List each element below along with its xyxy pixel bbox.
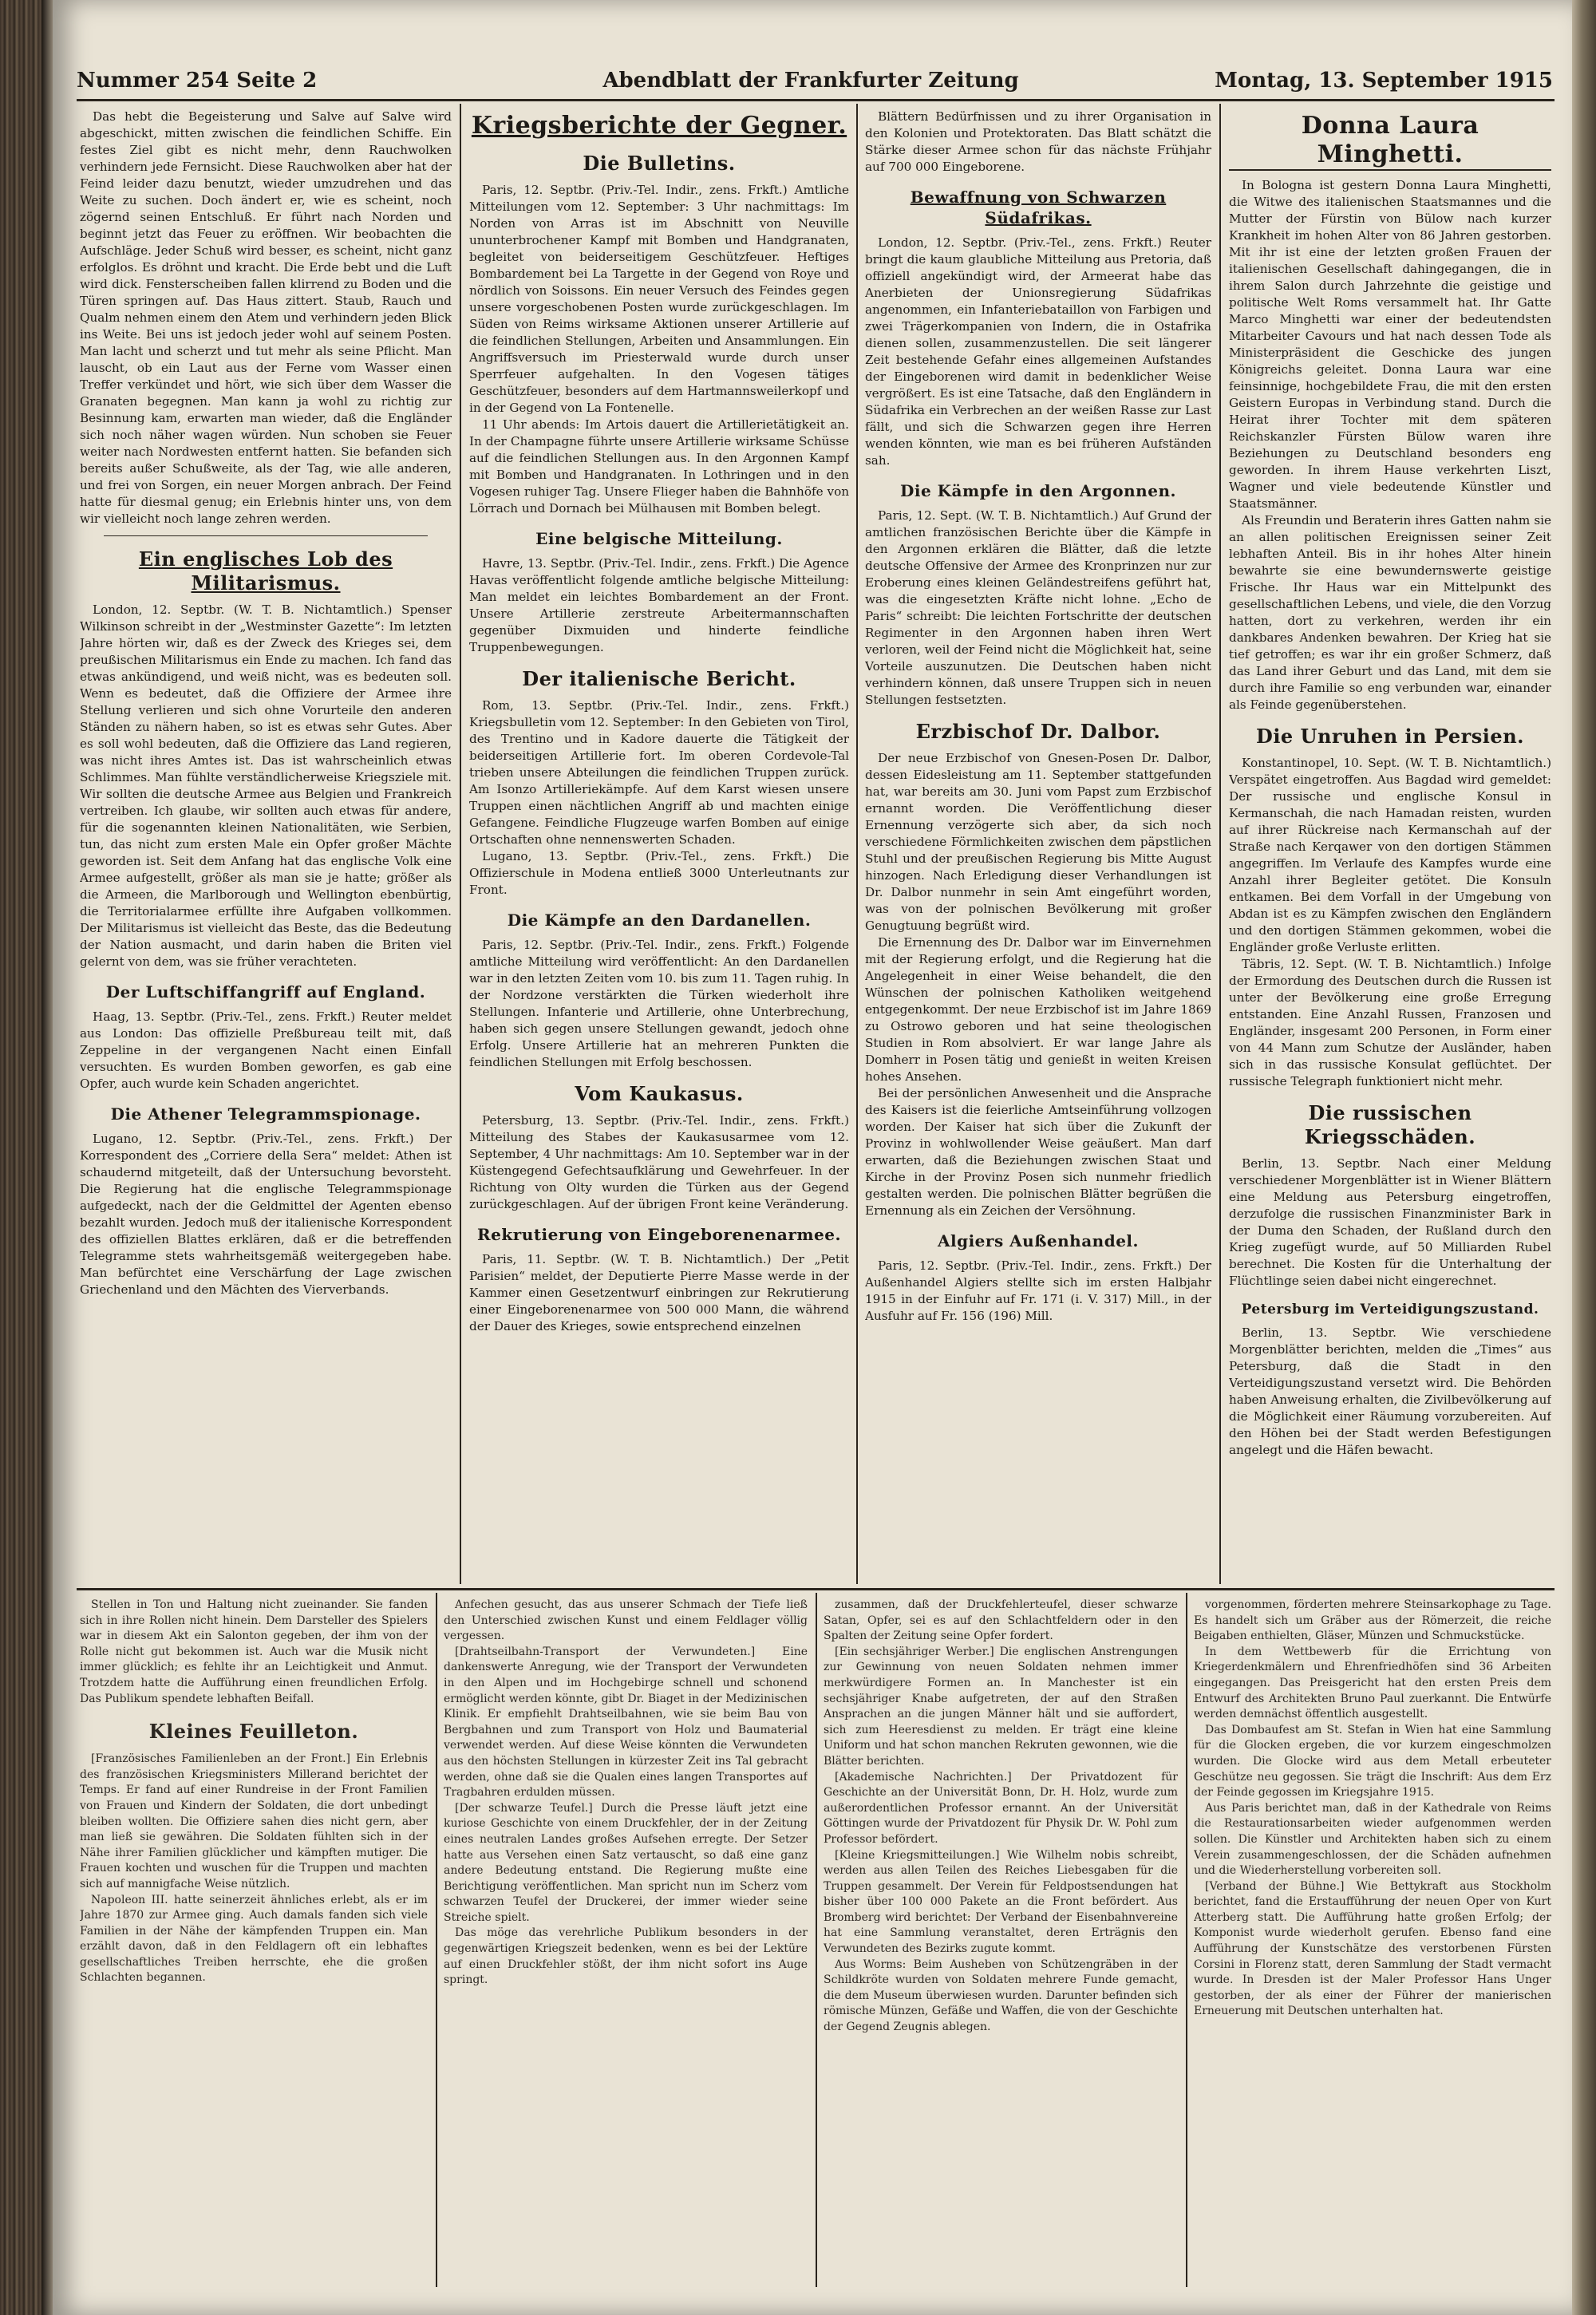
binding-shadow — [41, 0, 53, 2315]
section-subheadline: Die Bulletins. — [583, 152, 736, 175]
article-headline: Die Kämpfe an den Dardanellen. — [507, 911, 812, 930]
article-body: Paris, 12. Septbr. (Priv.-Tel. Indir., zens. Frkft.) Folgende amtliche Mitteilung wird veröffentlicht: An den Dardanellen war in den letzten Zeiten vom 10. bis zum 11. Tagen ruhig. In der Nordzone verstärkten die Türken wiederholt ihre Stellungen. Infanterie und Artillerie, ohne Unterbrechung, haben sich gegen unsere Stellungen gewandt, jedoch ohne Erfolg. Unsere Artillerie hat an mehreren Punkten die feindlichen Stellungen mit Erfolg beschossen. — [469, 938, 849, 1069]
feuilleton-item: Das möge das verehrliche Publikum besonders in der gegenwärtigen Kriegszeit bedenken, wenn es bei der Lektüre auf einen Druckfehler stößt, der ihm nicht sofort ins Auge springt. — [444, 1926, 808, 1987]
column-divider — [460, 104, 461, 1584]
article-body: Täbris, 12. Sept. (W. T. B. Nichtamtlich.) Infolge der Ermordung des Deutschen durch die Russen ist unter der Bevölkerung eine große Erregung entstanden. Eine Anzahl Russen, Franzosen und Engländer, insgesamt 200 Personen, in Form einer von 44 Mann zum Schutze der Ausländer, haben sich in das russische Konsulat geflüchtet. Der russische Telegraph funktioniert nicht mehr. — [1229, 957, 1551, 1088]
article-continuation: Blättern Bedürfnissen und zu ihrer Organisation in den Kolonien und Protektoraten. Das Blatt schätzt die Stärke dieser Armee schon für das nächste Frühjahr auf 700 000 Eingeborene. — [865, 109, 1211, 174]
feuilleton-item: [Ein sechsjähriger Werber.] Die englischen Anstrengungen zur Gewinnung von neuen Soldaten nehmen immer merkwürdigere Formen an. In Manchester ist ein sechsjähriger Knabe aufgetreten, der auf den Straßen Ansprachen an die jungen Männer hält und sie auffordert, sich zum Heeresdienst zu melden. Er trägt eine kleine Uniform und hat schon manchen Rekruten gewonnen, wie die Blätter berichten. — [824, 1645, 1178, 1768]
article-headline: Algiers Außenhandel. — [937, 1231, 1139, 1250]
feuilleton-item: [Französisches Familienleben an der Front.] Ein Erlebnis des französischen Kriegsministers Millerand berichtet der Temps. Er fand auf einer Rundreise in der Front Familien von Frauen und Kindern der Soldaten, die dort unbedingt bleiben wollten. Die Offiziere sahen dies nicht gern, aber man ließ sie gewähren. Die Soldaten fühlten sich in der Nähe ihrer Familien glücklicher und kämpften mutiger. Die Frauen kochten und wuschen für die Truppen und machten sich auf mannigfache Weise nützlich. — [80, 1752, 428, 1890]
article-headline: Die Unruhen in Persien. — [1256, 725, 1524, 748]
article-body: Paris, 12. Septbr. (Priv.-Tel. Indir., zens. Frkft.) Der Außenhandel Algiers stellte sich im ersten Halbjahr 1915 in der Einfuhr auf Fr. 171 (i. V. 317) Mill., in der Ausfuhr auf Fr. 156 (196) Mill. — [865, 1258, 1211, 1323]
article-headline: Die russischen Kriegsschäden. — [1304, 1101, 1476, 1148]
column-divider — [1186, 1593, 1187, 2287]
column-divider — [856, 104, 858, 1584]
feuilleton-column-1 — [80, 1598, 428, 2284]
article-body: Lugano, 13. Septbr. (Priv.-Tel., zens. Frkft.) Die Offizierschule in Modena entließ 3000 Unterleutnants zur Front. — [469, 849, 849, 897]
article-headline: Die Athener Telegrammspionage. — [110, 1104, 421, 1124]
feuilleton-item: Aus Worms: Beim Ausheben von Schützengräben in der Schildkröte wurden von Soldaten mehrere Funde gemacht, die dem Museum überwiesen wurden. Darunter befinden sich römische Münzen, Gefäße und Waffen, die von der Geschichte der Gegend Zeugnis ablegen. — [824, 1957, 1178, 2034]
feuilleton-item: Napoleon III. hatte seinerzeit ähnliches erlebt, als er im Jahre 1870 zur Armee ging. Auch damals fanden sich viele Familien in der Nähe der kämpfenden Truppen ein. Man erzählt davon, daß in den Feldlagern oft ein lebhaftes gesellschaftliches Treiben herrschte, ehe die großen Schlachten begannen. — [80, 1893, 428, 1985]
article-body: Lugano, 12. Septbr. (Priv.-Tel., zens. Frkft.) Der Korrespondent des „Corriere della Sera“ meldet: Athen ist schaudernd mitgeteilt, daß der Untersuchung bevorsteht. Die Regierung hat die englische Telegrammspionage aufgedeckt, nach der die Geldmittel der Agenten ebenso bezahlt wurden. Jedoch muß der italienische Korrespondent des offiziellen Blattes erklären, daß er die betreffenden Telegramme stets wahrheitsgemäß weitergegeben habe. Man befürchtet eine Verschärfung der Lage zwischen Griechenland und den Mächten des Vierverbands. — [80, 1132, 452, 1297]
article-headline: Die Kämpfe in den Argonnen. — [900, 481, 1176, 500]
article-headline: Ein englisches Lob des Militarismus. — [138, 547, 393, 595]
feuilleton-item: [Verband der Bühne.] Wie Bettykraft aus Stockholm berichtet, fand die Erstaufführung der neuen Oper von Kurt Atterberg statt. Die Aufführung hatte großen Erfolg; der Komponist wurde wiederholt gerufen. Ebenso fand eine Aufführung der Kunstschätze des verstorbenen Fürsten Corsini in Florenz statt, deren Sammlung der Stadt vermacht wurde. In Dresden ist der Maler Professor Hans Unger gestorben, der als einer der Führer der manierischen Erneuerung mit Deutschen unterhalten hat. — [1194, 1879, 1551, 2018]
article-body: Bei der persönlichen Anwesenheit und die Ansprache des Kaisers ist die feierliche Amtseinführung vollzogen worden. Der Kaiser hat sich über die Zukunft der Provinz in wohlwollender Weise geäußert. Man darf erwarten, daß die Beziehungen zwischen Staat und Kirche in der Provinz Posen sich nunmehr friedlich gestalten werden. Die polnischen Blätter begrüßen die Ernennung als ein Zeichen der Versöhnung. — [865, 1086, 1211, 1218]
article-body: London, 12. Septbr. (W. T. B. Nichtamtlich.) Spenser Wilkinson schreibt in der „Westminster Gazette“: Im letzten Jahre hörten wir, daß es der Zweck des Krieges sei, dem preußischen Militarismus ein Ende zu machen. Ich fand das etwas ankündigend, und weiß nicht, was es bedeuten soll. Wenn es bedeutet, daß die Offiziere der Armee ihre Stellung verlieren und sich ohne Vorurteile den anderen Ständen zu nähern haben, so ist es etwas sehr Gutes. Aber es soll wohl bedeuten, daß die Offiziere das Land regieren, was nicht ihres Amtes ist. Das ist wahrscheinlich etwas Schlimmes. Man fühlte verständlicherweise Kriegsziele mit. Wir sollten die deutsche Armee aus Belgien und Frankreich vertreiben. Ich glaube, wir sollten auch etwas für andere, für die sogenannten kleinen Nationalitäten, wie Serbien, tun, das nicht zum ersten Male ein Opfer großer Mächte geworden ist. Seit dem Anfang hat das englische Volk eine Armee aufgestellt, größer als man sie je hatte; größer als die Armeen, die Marlborough und Wellington ebenbürtig, die Territorialarmee erfüllte ihre Aufgaben vollkommen. Der Militarismus ist vielleicht das Beste, das die Bedeutung der Nation ausmacht, und darin haben die Briten viel gelernt von dem, was sie früher verachteten. — [80, 602, 452, 969]
page-header — [77, 69, 1553, 96]
article-body: In Bologna ist gestern Donna Laura Minghetti, die Witwe des italienischen Staatsmannes und die Mutter der Fürstin von Bülow nach kurzer Krankheit im hohen Alter von 86 Jahren gestorben. Mit ihr ist eine der letzten großen Frauen der italienischen Gesellschaft dahingegangen, die in ihrem Salon durch Jahrzehnte die geistige und politische Welt Roms versammelt hat. Ihr Gatte Marco Minghetti war einer der bedeutendsten Mitarbeiter Cavours und hat nach dessen Tode als Ministerpräsident die Geschicke des jungen Königreichs geleitet. Donna Laura war eine feinsinnige, hochgebildete Frau, die mit den ersten Geistern Europas in Verbindung stand. Durch die Heirat ihrer Tochter mit dem späteren Reichskanzler Fürsten Bülow waren ihre Beziehungen zu Deutschland besonders eng geworden. In ihrem Hause verkehrten Liszt, Wagner und viele bedeutende Künstler und Staatsmänner. — [1229, 178, 1551, 511]
feuilleton-column-3 — [824, 1598, 1178, 2284]
section-headline: Kriegsberichte der Gegner. — [471, 112, 847, 140]
article-body: Havre, 13. Septbr. (Priv.-Tel. Indir., zens. Frkft.) Die Agence Havas veröffentlicht folgende amtliche belgische Mitteilung: Man meldet ein leichtes Bombardement an der Front. Unsere Artillerie zerstreute Arbeitermannschaften gegenüber Dixmuiden und hinderte feindliche Truppenbewegungen. — [469, 556, 849, 654]
article-body: Paris, 11. Septbr. (W. T. B. Nichtamtlich.) Der „Petit Parisien“ meldet, der Deputierte Pierre Masse werde in der Kammer einen Gesetzentwurf einbringen zur Rekrutierung einer Eingeborenenarmee von 500 000 Mann, die während der Dauer des Krieges, sowie entsprechend einzelnen — [469, 1252, 849, 1333]
article-body: Berlin, 13. Septbr. Wie verschiedene Morgenblätter berichten, melden die „Times“ aus Petersburg, daß die Stadt in den Verteidigungszustand versetzt wird. Die Behörden haben Anweisung erhalten, die Zivilbevölkerung auf die Möglichkeit einer Räumung vorzubereiten. Auf den Höhen bei der Stadt werden Befestigungen angelegt und die Häfen bewacht. — [1229, 1325, 1551, 1457]
feuilleton-rule — [77, 1588, 1555, 1590]
article-body: Paris, 12. Septbr. (Priv.-Tel. Indir., zens. Frkft.) Amtliche Mitteilungen vom 12. September: 3 Uhr nachmittags: Im Norden von Arras ist im Abschnitt von Neuville ununterbrochener Kampf mit Bomben und Handgranaten, begleitet von beiderseitigem Geschützfeuer. Heftiges Bombardement bei La Targette in der Gegend von Roye und nördlich von Soissons. Ein neuer Versuch des Feindes gegen unsere vorgeschobenen Posten wurde zurückgeschlagen. Im Süden von Reims wirksame Aktionen unserer Artillerie auf die feindlichen Stellungen, Arbeiten und Ansammlungen. Ein Angriffsversuch im Priesterwald wurde durch unser Sperrfeuer aufgehalten. In den Vogesen tätiges Geschützfeuer, besonders auf dem Hartmannsweilerkopf und in der Gegend von La Fontenelle. — [469, 183, 849, 415]
feuilleton-column-2 — [444, 1598, 808, 2284]
feuilleton-continuation: Stellen in Ton und Haltung nicht zueinander. Sie fanden sich in ihre Rollen nicht hinein. Dem Darsteller des Spielers war in diesem Akt ein Salonton gegeben, der ihm von der Rolle nicht gut bekommen ist. Auch war die Musik nicht immer glücklich; es fehlte ihr an Leichtigkeit und Anmut. Trotzdem hatte die Aufführung einen freundlichen Erfolg. Das Publikum spendete lebhaften Beifall. — [80, 1598, 428, 1705]
article-headline: Rekrutierung von Eingeborenenarmee. — [477, 1225, 841, 1244]
feuilleton-column-4 — [1194, 1598, 1551, 2284]
article-body: London, 12. Septbr. (Priv.-Tel., zens. Frkft.) Reuter bringt die kaum glaubliche Mitteilung aus Pretoria, daß offiziell angekündigt wird, der Armeerat habe das Anerbieten der Unionsregierung Südafrikas angenommen, ein Infanteriebataillon von Farbigen und zwei Trägerkompanien von Indern, die in Ostafrika dienen sollen, zusammenzustellen. Die seit längerer Zeit bestehende Gefahr eines allgemeinen Aufstandes der Eingeborenen wird damit in bedenklicher Weise vergrößert. Es ist eine Tatsache, daß den Engländern in Südafrika ein Verbrechen an der weißen Rasse zur Last fällt, und sich die Schwarzen gegen ihre Herren wenden könnten, wie man es bei früheren Aufständen sah. — [865, 235, 1211, 468]
column-4 — [1229, 109, 1551, 1583]
column-3 — [865, 109, 1211, 1583]
feuilleton-headline: Kleines Feuilleton. — [148, 1720, 359, 1744]
feuilleton-item: [Der schwarze Teufel.] Durch die Presse läuft jetzt eine kuriose Geschichte von einem Druckfehler, der in der Zeitung eines neutralen Landes großes Aufsehen erregte. Der Setzer hatte aus Versehen einen Satz vertauscht, so daß eine ganz andere Bedeutung entstand. Die Regierung mußte eine Berichtigung veröffentlichen. Man spricht nun im Scherz vom schwarzen Teufel der Druckerei, der immer wieder seine Streiche spielt. — [444, 1801, 808, 1924]
feuilleton-item: [Drahtseilbahn-Transport der Verwundeten.] Eine dankenswerte Anregung, wie der Transport der Verwundeten in den Alpen und im Hochgebirge schnell und schonend ermöglicht werden könnte, gibt Dr. Biaget in der Medizinischen Klinik. Er empfiehlt Drahtseilbahnen, wie sie beim Bau von Bergbahnen und zum Transport von Holz und Baumaterial verwendet werden. Auf diese Weise könnten die Verwundeten aus den höchsten Stellungen in kürzester Zeit ins Tal gebracht werden, ohne daß sie die Qualen eines langen Transportes auf Tragbahren erdulden müssen. — [444, 1645, 808, 1799]
article-headline: Der italienische Bericht. — [522, 667, 796, 690]
column-2 — [469, 109, 849, 1583]
masthead-edition: Abendblatt der Frankfurter Zeitung — [602, 69, 1019, 93]
article-body: Als Freundin und Beraterin ihres Gatten nahm sie an allen politischen Ereignissen seiner Zeit lebhaften Anteil. Bis in ihr hohes Alter hinein bewahrte sie eine bewundernswerte geistige Frische. Ihr Haus war ein Mittelpunkt des gesellschaftlichen Lebens, und viele, die den Vorzug hatten, dort zu verkehren, werden ihr ein dankbares Andenken bewahren. Der Krieg hat sie tief getroffen; es war ihr ein großer Schmerz, daß das Land ihrer Geburt und das Land, mit dem sie durch ihre Familie so eng verbunden war, einander als Feinde gegenüberstehen. — [1229, 513, 1551, 712]
book-binding — [0, 0, 41, 2315]
article-body: Haag, 13. Septbr. (Priv.-Tel., zens. Frkft.) Reuter meldet aus London: Das offizielle Preßbureau teilt mit, daß Zeppeline in der vergangenen Nacht einen Einfall versuchten. Es wurden Bomben geworfen, es gab eine Opfer, auch wurde kein Schaden angerichtet. — [80, 1009, 452, 1091]
column-divider — [436, 1593, 437, 2287]
article-headline: Petersburg im Verteidigungszustand. — [1241, 1302, 1539, 1317]
article-body: 11 Uhr abends: Im Artois dauert die Artillerietätigkeit an. In der Champagne führte unsere Artillerie wirksame Schüsse auf die feindlichen Stellungen aus. In den Argonnen Kampf mit Bomben und Handgranaten. In Lothringen und in den Vogesen ruhiger Tag. Unsere Flieger haben die Bahnhöfe von Lörrach und Dornach bei Mülhausen mit Bomben belegt. — [469, 417, 849, 516]
article-headline: Vom Kaukasus. — [575, 1082, 744, 1105]
article-headline: Eine belgische Mitteilung. — [535, 529, 783, 548]
issue-date: Montag, 13. September 1915 — [1215, 69, 1553, 93]
feuilleton-item: In dem Wettbewerb für die Errichtung von Kriegerdenkmälern und Ehrenfriedhöfen sind 36 Arbeiten eingegangen. Das Preisgericht hat den ersten Preis dem Entwurf des Architekten Bruno Paul zuerkannt. Die Entwürfe werden demnächst öffentlich ausgestellt. — [1194, 1645, 1551, 1721]
article-body: Rom, 13. Septbr. (Priv.-Tel. Indir., zens. Frkft.) Kriegsbulletin vom 12. September: In den Gebieten von Tirol, des Trentino und in Kadore dauerte die Tätigkeit der beiderseitigen Artillerie fort. Im oberen Cordevole-Tal trieben unsere Abteilungen die feindlichen Truppen zurück. Am Isonzo Artilleriekämpfe. Auf dem Karst wiesen unsere Truppen einen nächtlichen Angriff ab und machten einige Gefangene. Feindliche Flugzeuge warfen Bomben auf einige Ortschaften ohne nennenswerten Schaden. — [469, 698, 849, 847]
feuilleton-continuation: Anfechen gesucht, das aus unserer Schmach der Tiefe ließ den Unterschied zwischen Kunst und einem Feldlager völlig vergessen. — [444, 1598, 808, 1643]
feuilleton-item: [Kleine Kriegsmitteilungen.] Wie Wilhelm nobis schreibt, werden aus allen Teilen des Reiches Liebesgaben für die Truppen gesammelt. Der Verein für Feldpostsendungen hat bisher über 100 000 Pakete an die Front befördert. Aus Bromberg wird berichtet: Der Verband der Eisenbahnvereine hat eine Sammlung veranstaltet, deren Erträgnis den Verwundeten des Bezirks zugute kommt. — [824, 1848, 1178, 1956]
column-divider — [1219, 104, 1221, 1584]
feuilleton-continuation: zusammen, daß der Druckfehlerteufel, dieser schwarze Satan, Opfer, sei es auf den Schlachtfeldern oder in den Spalten der Zeitung seine Opfer fordert. — [824, 1598, 1178, 1643]
article-headline: Erzbischof Dr. Dalbor. — [915, 720, 1161, 743]
article-headline: Donna Laura Minghetti. — [1229, 112, 1551, 171]
article-body: Konstantinopel, 10. Sept. (W. T. B. Nichtamtlich.) Verspätet eingetroffen. Aus Bagdad wird gemeldet: Der russische und englische Konsul in Kermanschah, die nach Hamadan reisten, wurden auf ihrer Rückreise nach Kermanschah auf der Straße nach Kerqawer von den dortigen Stämmen angegriffen. Im Verlaufe des Kampfes wurde eine Anzahl ihrer Begleiter getötet. Die Konsuln entkamen. Bei dem Vorfall in der Umgebung von Abdan ist es zu Kämpfen zwischen den Engländern und den dortigen Stämmen gekommen, wobei die Engländer große Verluste erlitten. — [1229, 756, 1551, 954]
column-divider — [816, 1593, 817, 2287]
article-body: Die Ernennung des Dr. Dalbor war im Einvernehmen mit der Regierung erfolgt, und die Regierung hat die Angelegenheit in einer Weise behandelt, die den Wünschen der polnischen Katholiken weitgehend entgegenkommt. Der neue Erzbischof ist im Jahre 1869 zu Ostrowo geboren und hat seine theologischen Studien in Rom absolviert. Er war lange Jahre als Domherr in Posen tätig und genießt in weiten Kreisen hohes Ansehen. — [865, 935, 1211, 1084]
article-body: Petersburg, 13. Septbr. (Priv.-Tel. Indir., zens. Frkft.) Mitteilung des Stabes der Kaukasusarmee vom 12. September, 4 Uhr nachmittags: Am 10. September war in der Küstengegend Gefechtsaufklärung und Gewehrfeuer. In der Richtung von Olty wurden die Türken aus der Gegend zurückgeschlagen. Auf der übrigen Front keine Veränderung. — [469, 1113, 849, 1211]
article-headline: Der Luftschiffangriff auf England. — [105, 982, 426, 1001]
feuilleton-continuation: vorgenommen, förderten mehrere Steinsarkophage zu Tage. Es handelt sich um Gräber aus der Römerzeit, die reiche Beigaben enthielten, Gläser, Münzen und Schmuckstücke. — [1194, 1598, 1551, 1643]
article-continuation: Das hebt die Begeisterung und Salve auf Salve wird abgeschickt, mitten zwischen die feindlichen Schiffe. Ein festes Ziel gibt es nicht mehr, denn Rauchwolken verhindern jede Fernsicht. Diese Rauchwolken aber hat der Feind leider dazu benutzt, wieder umzudrehen und das Weite zu suchen. Doch ändert er, wie es scheint, noch zögernd seinen Entschluß. Er führt nach Norden und beginnt jetzt das Feuer zu eröffnen. Wir beobachten die Aufschläge. Jeder Schuß wird besser, es scheint, nicht ganz erfolglos. Es dröhnt und kracht. Die Erde bebt und die Luft wird dick. Fensterscheiben fallen klirrend zu Boden und die Türen springen auf. Das Haus zittert. Staub, Rauch und Qualm nehmen einem den Atem und verhindern jeden Blick ins Weite. Bei uns ist jedoch jeder wohl auf seinem Posten. Man lacht und scherzt und tut mehr als seine Pflicht. Man lauscht, ob ein Laut aus der Ferne vom Wasser einen Treffer verkündet und hört, wie sich über dem Wasser die Granaten begegnen. Man kann ja wohl zu richtig zur Besinnung kam, erwarten man wieder, daß die Engländer sich noch näher wagen würden. Nun schoben sie Feuer weiter nach Nordwesten entfernt hatten. Sie befanden sich bereits außer Schußweite, als der Tag, wie alle anderen, und frei von Sorgen, ein neuer Morgen anbrach. Der Feind hatte für diesmal genug; ein Erlebnis hinter uns, von dem wir vielleicht noch lange zehren werden. — [80, 109, 452, 526]
separator — [104, 535, 428, 536]
feuilleton-item: Aus Paris berichtet man, daß in der Kathedrale von Reims die Restaurationsarbeiten wieder aufgenommen werden sollen. Die Künstler und Architekten haben sich zu einem Verein zusammengeschlossen, der die Schäden aufnehmen und die Wiederherstellung vorbereiten soll. — [1194, 1801, 1551, 1878]
article-body: Der neue Erzbischof von Gnesen-Posen Dr. Dalbor, dessen Eidesleistung am 11. September stattgefunden hat, war bereits am 30. Juni vom Papst zum Erzbischof ernannt worden. Die Veröffentlichung dieser Ernennung verzögerte sich aber, da sich noch verschiedene Förmlichkeiten zwischen dem päpstlichen Stuhl und der preußischen Regierung bis Mitte August hinzogen. Nach Erledigung dieser Verhandlungen ist Dr. Dalbor nunmehr in sein Amt eingeführt worden, was von der polnischen Bevölkerung mit großer Genugtuung begrüßt wird. — [865, 751, 1211, 933]
column-1 — [80, 109, 452, 1583]
article-body: Paris, 12. Sept. (W. T. B. Nichtamtlich.) Auf Grund der amtlichen französischen Berichte über die Kämpfe in den Argonnen erklären die Blätter, daß die letzte deutsche Offensive der Armee des Kronprinzen nur zur Eroberung eines kleinen Geländestreifens geführt hat, was die eingesetzten Kräfte nicht lohne. „Echo de Paris“ schreibt: Die leichten Fortschritte der deutschen Regimenter in den Argonnen haben ihren Wert verloren, weil der Feind nicht die Möglichkeit hat, seine Vorteile auszunutzen. Die Deutschen haben nicht verhindern können, daß unsere Truppen sich in neuen Stellungen festsetzten. — [865, 508, 1211, 707]
page-edge — [1572, 0, 1596, 2315]
issue-number: Nummer 254 Seite 2 — [77, 69, 318, 93]
feuilleton-item: Das Dombaufest am St. Stefan in Wien hat eine Sammlung für die Glocken ergeben, die vor kurzem eingeschmolzen wurden. Die Glocke wird aus dem Metall erbeuteter Geschütze neu gegossen. Sie trägt die Inschrift: Aus dem Erz der Feinde gegossen im Kriegsjahre 1915. — [1194, 1723, 1551, 1799]
article-headline: Bewaffnung von Schwarzen Südafrikas. — [910, 188, 1167, 227]
article-body: Berlin, 13. Septbr. Nach einer Meldung verschiedener Morgenblätter ist in Wiener Blättern eine Meldung aus Petersburg eingetroffen, derzufolge die russischen Finanzminister Bark in der Duma den Schaden, der Rußland durch den Krieg zugefügt wurde, auf 50 Milliarden Rubel berechnet. Die Kosten für die Unterhaltung der Flüchtlinge seien dabei nicht eingerechnet. — [1229, 1156, 1551, 1288]
feuilleton-item: [Akademische Nachrichten.] Der Privatdozent für Geschichte an der Universität Bonn, Dr. H. Holz, wurde zum außerordentlichen Professor ernannt. An der Universität Göttingen wurde der Privatdozent für Physik Dr. W. Pohl zum Professor befördert. — [824, 1770, 1178, 1846]
header-rule — [77, 99, 1555, 101]
